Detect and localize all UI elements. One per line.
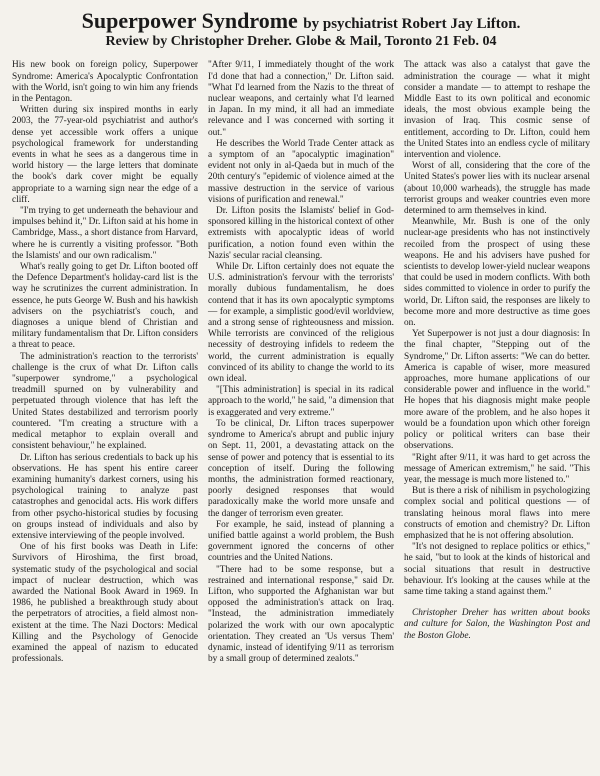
paragraph: The attack was also a catalyst that gave the administration the courage — what it might consider a mandate — to attempt to reshape the Middle East to its own political and economic ideals, the most obvious example being the invasion of Iraq. This cosmic sense of entitlement, according to Dr. Lifton, could hem the United States into an endless cycle of military intervention and violence.	[404, 60, 590, 161]
paragraph: Yet Superpower is not just a dour diagnosis: In the final chapter, "Stepping out of the Syndrome," Dr. Lifton asserts: "We can do better. America is capable of wiser, more measured approaches, more humane applications of our considerable power and influence in the world." He hopes that his diagnosis might make people more aware of the problem, and he also hopes it would be a foundation upon which other foreign policy or political writers can base their observations.	[404, 329, 590, 452]
paragraph: One of his first books was Death in Life: Survivors of Hiroshima, the first broad, systematic study of the psychological and social impact of nuclear destruction, which was awarded the National Book Award in 1969. In 1986, he published a breakthrough study about the perpetrators of atrocities, a field almost non-existent at the time. The Nazi Doctors: Medical Killing and the Psychology of Genocide examined the appeal of nazism to educated professionals.	[12, 542, 198, 665]
paragraph: Worst of all, considering that the core of the United States's power lies with its nuclear arsenal (about 10,000 warheads), the struggle has made terrorist groups and weaker countries even more determined to arm themselves in kind.	[404, 161, 590, 217]
paragraph: "Right after 9/11, it was hard to get across the message of American extremism," he said. "This year, the message is much more listened to."	[404, 452, 590, 485]
paragraph: Dr. Lifton has serious credentials to back up his observations. He has spent his entire career examining humanity's darkest corners, using his psychological training to analyze past catastrophes and genocidal acts. His work differs from other psycho-historical studies by focusing on groups instead of individuals and also by extensive interviewing of the people involved.	[12, 452, 198, 541]
column-1	[12, 60, 198, 665]
column-3	[404, 60, 590, 665]
paragraph: While Dr. Lifton certainly does not equate the U.S. administration's fervour with the terrorists' morally dubious fundamentalism, he does contend that it has its own apocalyptic symptoms — for example, a simplistic good/evil worldview, and a strong sense of righteousness and mission. While terrorists are convinced of the religious necessity of destroying infidels to redeem the world, the current administration is equally convinced of its ability to change the world to its own ideal.	[208, 262, 394, 385]
column-2	[208, 60, 394, 665]
article-body	[12, 60, 590, 665]
paragraph: For example, he said, instead of planning a unified battle against a world problem, the Bush government ignored the concerns of other countries and the United Nations.	[208, 519, 394, 564]
paragraph: "It's not designed to replace politics or ethics," he said, "but to look at the kinds of historical and social situations that result in destructive behaviour. It's looking at the causes while at the same time taking a stand against them."	[404, 542, 590, 597]
author-credit: Christopher Dreher has written about books and culture for Salon, the Washington Post and the Boston Globe.	[404, 608, 590, 641]
paragraph: Dr. Lifton posits the Islamists' belief in God-sponsored killing in the historical context of other extremists with apocalyptic ideas of world purification, a notion found even within the Nazis' secular racial cleansing.	[208, 206, 394, 261]
headline-title-line	[12, 8, 590, 33]
paragraph: "I'm trying to get underneath the behaviour and impulses behind it," Dr. Lifton said at his home in Cambridge, Mass., a short distance from Harvard, where he is currently a visiting professor. "Both the Islamists' and our own radicalism."	[12, 206, 198, 261]
paragraph: What's really going to get Dr. Lifton booted off the Defence Department's holiday-card list is the way he scrutinizes the current administration. In essence, he puts George W. Bush and his hawkish advisers on the psychiatrist's couch, and diagnoses a unique blend of Christian and military fundamentalism that Dr. Lifton considers a threat to peace.	[12, 262, 198, 351]
headline	[12, 8, 590, 50]
paragraph: But is there a risk of nihilism in psychologizing complex social and political questions — of translating heinous moral flaws into mere constructs of emotion and chemistry? Dr. Lifton emphasized that he is not offering absolution.	[404, 486, 590, 541]
paragraph: "[This administration] is special in its radical approach to the world," he said, "a dimension that is exaggerated and very extreme."	[208, 385, 394, 418]
paragraph: The administration's reaction to the terrorists' challenge is the crux of what Dr. Lifton calls "superpower syndrome," a psychological treadmill spurned on by vulnerability and perpetuated through violence that has left the United States destabilized and terrorism poorly countered. "I'm creating a structure with a medical metaphor to explain overall and consistent behaviour," he explained.	[12, 351, 198, 452]
paragraph: He describes the World Trade Center attack as a symptom of an "apocalyptic imagination" evident not only in al-Qaeda but in much of the 20th century's "epidemic of violence aimed at the massive destruction in the service of various visions of purification and renewal."	[208, 138, 394, 205]
article-byline: by psychiatrist Robert Jay Lifton.	[303, 16, 521, 32]
paragraph: "After 9/11, I immediately thought of the work I'd done that had a connection," Dr. Lifton said. "What I'd learned from the Nazis to the threat of nuclear weapons, and certainly what I'd learned in Japan. In my mind, it all had an immediate relevance and I was concerned with sorting it out."	[208, 60, 394, 138]
paragraph: Written during six inspired months in early 2003, the 77-year-old psychiatrist and author's dense yet accessible work offers a unique psychological framework for understanding events in what he sees as a dangerous time in world history — the large letters that dominate the book's dark cover might be equally appropriate to a warning sign near the edge of a cliff.	[12, 105, 198, 205]
paragraph: To be clinical, Dr. Lifton traces superpower syndrome to America's abrupt and public injury on Sept. 11, 2001, a devastating attack on the sense of power and potency that is essential to its conception of itself. During the following months, the administration formed reactionary, poorly designed responses that would paradoxically make the world more unsafe and the danger of terrorism even greater.	[208, 418, 394, 519]
paragraph: His new book on foreign policy, Superpower Syndrome: America's Apocalyptic Confrontation with the World, isn't going to win him any friends in the Pentagon.	[12, 60, 198, 104]
paragraph: "There had to be some response, but a restrained and international response," said Dr. Lifton, who supported the Afghanistan war but opposed the administration's attack on Iraq. "Instead, the administration immediately polarized the work with our own apocalyptic orientation. They created an 'Us versus Them' dynamic, instead of identifying 9/11 as terrorism by a small group of determined zealots."	[208, 564, 394, 665]
review-credit-line: Review by Christopher Dreher. Globe & Mail, Toronto 21 Feb. 04	[105, 34, 497, 50]
paragraph: Meanwhile, Mr. Bush is one of the only nuclear-age presidents who has not instinctively recoiled from the prospect of using these weapons. He and his advisers have pushed for scientists to develop lower-yield nuclear weapons that could be used in modern conflicts. With both sides committed to violence in order to purify the world, Dr. Lifton said, the responses are likely to become more and more destructive as time goes on.	[404, 217, 590, 329]
article-title: Superpower Syndrome	[81, 8, 298, 33]
